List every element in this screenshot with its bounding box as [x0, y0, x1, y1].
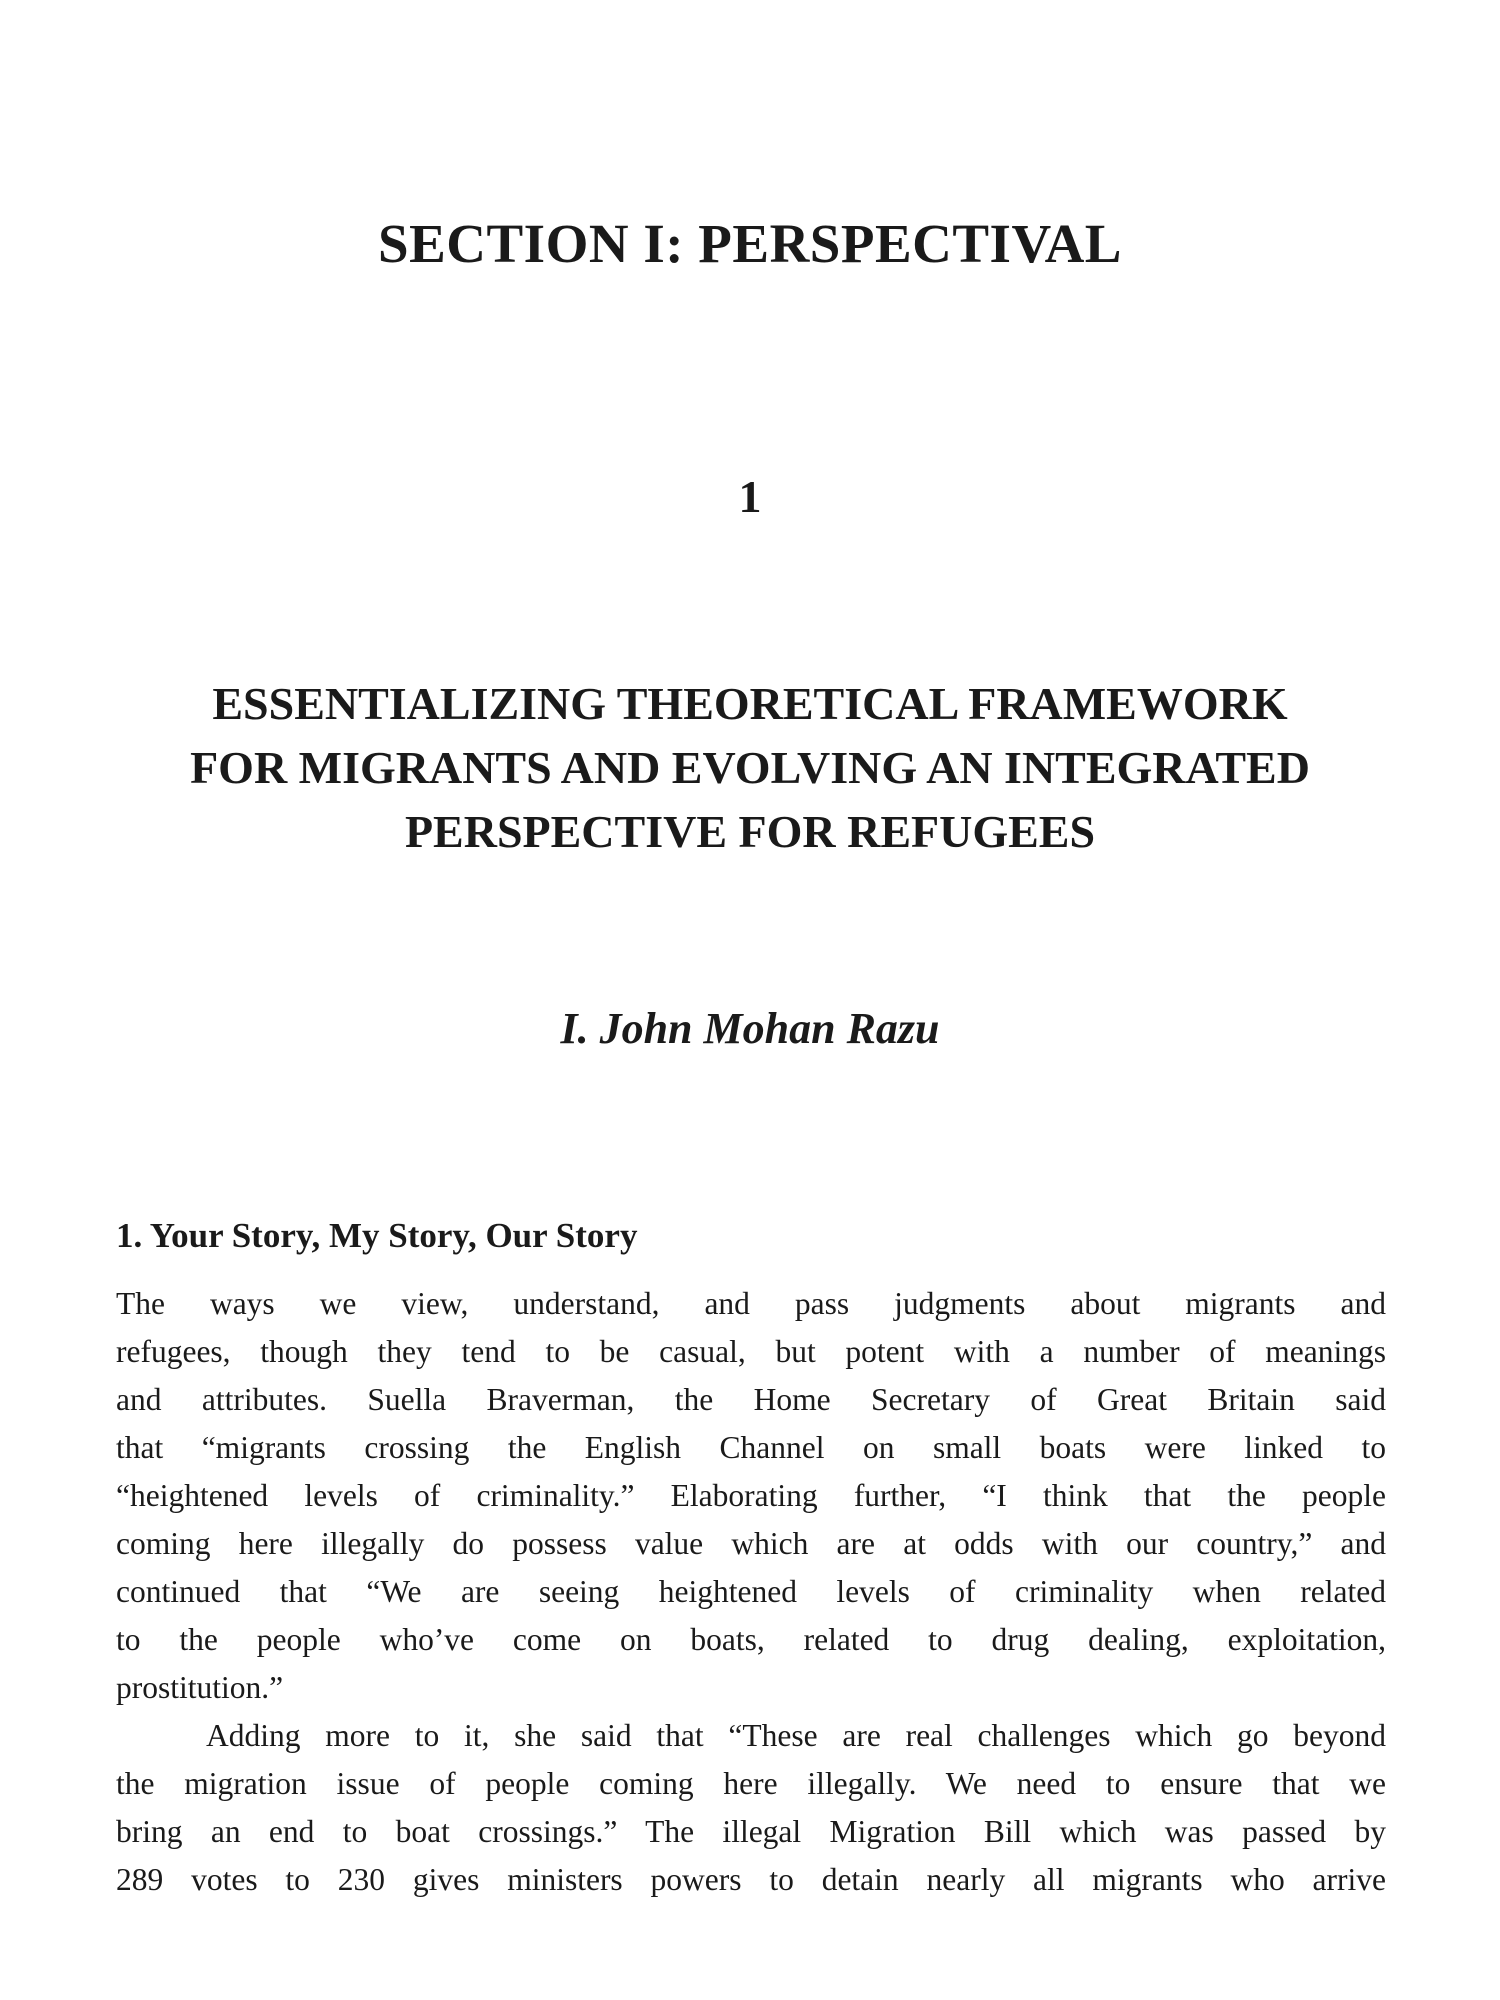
chapter-title-line: FOR MIGRANTS AND EVOLVING AN INTEGRATED [190, 742, 1310, 793]
chapter-title-line: PERSPECTIVE FOR REFUGEES [404, 806, 1096, 857]
text-line: The ways we view, understand, and pass judgments about migrants and [116, 1286, 1386, 1321]
body-paragraph [116, 1280, 1386, 1712]
text-line: the migration issue of people coming here illegally. We need to ensure that we [116, 1766, 1386, 1801]
chapter-title-line: ESSENTIALIZING THEORETICAL FRAMEWORK [212, 678, 1288, 729]
subsection-heading: 1. Your Story, My Story, Our Story [116, 1216, 638, 1255]
chapter-number: 1 [738, 471, 762, 522]
author-name: I. John Mohan Razu [560, 1004, 940, 1053]
text-line: to the people who’ve come on boats, related to drug dealing, exploitation, [116, 1622, 1386, 1657]
text-line: 289 votes to 230 gives ministers powers to detain nearly all migrants who arrive [116, 1862, 1386, 1897]
text-line: prostitution.” [116, 1670, 284, 1705]
text-line: refugees, though they tend to be casual, but potent with a number of meanings [116, 1334, 1386, 1369]
text-line: Adding more to it, she said that “These are real challenges which go beyond [206, 1718, 1386, 1753]
text-line: continued that “We are seeing heightened levels of criminality when related [116, 1574, 1386, 1609]
section-title: SECTION I: PERSPECTIVAL [377, 213, 1122, 274]
text-line: bring an end to boat crossings.” The illegal Migration Bill which was passed by [116, 1814, 1386, 1849]
text-line: “heightened levels of criminality.” Elaborating further, “I think that the people [116, 1478, 1386, 1513]
chapter-title [0, 672, 1500, 864]
text-line: and attributes. Suella Braverman, the Home Secretary of Great Britain said [116, 1382, 1386, 1417]
body-paragraph [116, 1712, 1386, 1904]
text-line: coming here illegally do possess value which are at odds with our country,” and [116, 1526, 1386, 1561]
text-line: that “migrants crossing the English Channel on small boats were linked to [116, 1430, 1386, 1465]
